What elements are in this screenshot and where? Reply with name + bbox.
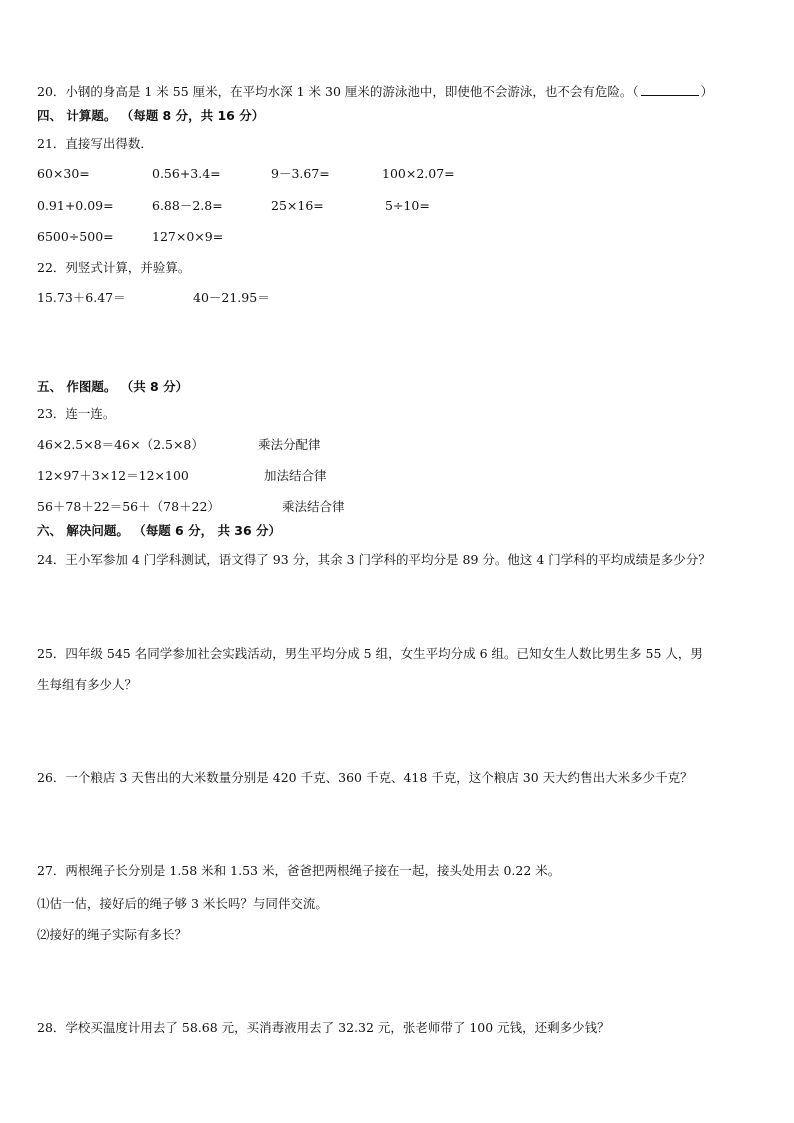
question-23-title: 23．连一连。 (37, 406, 116, 421)
calc-item: 100×2.07= (382, 166, 455, 181)
question-27: 27．两根绳子长分别是 1.58 米和 1.53 米，爸爸把两根绳子接在一起，接头处用去 0.22 米。 (37, 863, 561, 878)
question-24: 24．王小军参加 4 门学科测试，语文得了 93 分，其余 3 门学科的平均分是 89 分。他这 4 门学科的平均成绩是多少分？ (37, 552, 711, 567)
matching-left-item: 46×2.5×8＝46×（2.5×8） (37, 437, 204, 452)
question-25-line-2: 生每组有多少人？ (37, 677, 138, 692)
vertical-calc-item: 15.73＋6.47＝ (37, 290, 126, 305)
calc-item: 5÷10= (385, 198, 430, 213)
question-27-sub-1: ⑴估一估，接好后的绳子够 3 米长吗？与同伴交流。 (37, 896, 328, 911)
question-28: 28．学校买温度计用去了 58.68 元，买消毒液用去了 32.32 元，张老师带了 100 元钱，还剩多少钱？ (37, 1020, 610, 1035)
matching-right-item: 乘法分配律 (258, 437, 321, 452)
question-20-text: 20．小钢的身高是 1 米 55 厘米，在平均水深 1 米 30 厘米的游泳池中，即使他不会游泳，也不会有危险。（ (37, 84, 639, 99)
question-26: 26．一个粮店 3 天售出的大米数量分别是 420 千克、360 千克、418 千克，这个粮店 30 天大约售出大米多少千克？ (37, 770, 693, 785)
section-6-heading: 六、 解决问题。 （每题 6 分， 共 36 分） (37, 523, 282, 538)
calc-item: 60×30= (37, 166, 90, 181)
calc-item: 0.91+0.09= (37, 198, 114, 213)
section-5-heading: 五、 作图题。 （共 8 分） (37, 379, 189, 394)
calc-item: 9－3.67= (271, 166, 330, 181)
question-25-line-1: 25．四年级 545 名同学参加社会实践活动，男生平均分成 5 组，女生平均分成 6 组。已知女生人数比男生多 55 人，男 (37, 646, 703, 661)
section-4-heading: 四、 计算题。 （每题 8 分，共 16 分） (37, 108, 265, 123)
question-21-title: 21．直接写出得数． (37, 136, 153, 151)
matching-left-item: 56＋78＋22＝56＋（78＋22） (37, 499, 220, 514)
matching-right-item: 加法结合律 (264, 468, 327, 483)
calc-item: 127×0×9= (152, 229, 224, 244)
vertical-calc-item: 40－21.95＝ (193, 290, 270, 305)
question-20 (37, 84, 713, 100)
question-22-title: 22．列竖式计算，并验算。 (37, 260, 191, 275)
calc-item: 25×16= (271, 198, 324, 213)
calc-item: 6500÷500= (37, 229, 114, 244)
matching-left-item: 12×97＋3×12＝12×100 (37, 468, 189, 483)
calc-item: 0.56+3.4= (152, 166, 221, 181)
calc-item: 6.88－2.8= (152, 198, 223, 213)
matching-right-item: 乘法结合律 (282, 499, 345, 514)
question-27-sub-2: ⑵接好的绳子实际有多长？ (37, 927, 188, 942)
answer-blank[interactable] (641, 84, 699, 96)
question-20-close: ） (700, 84, 714, 99)
